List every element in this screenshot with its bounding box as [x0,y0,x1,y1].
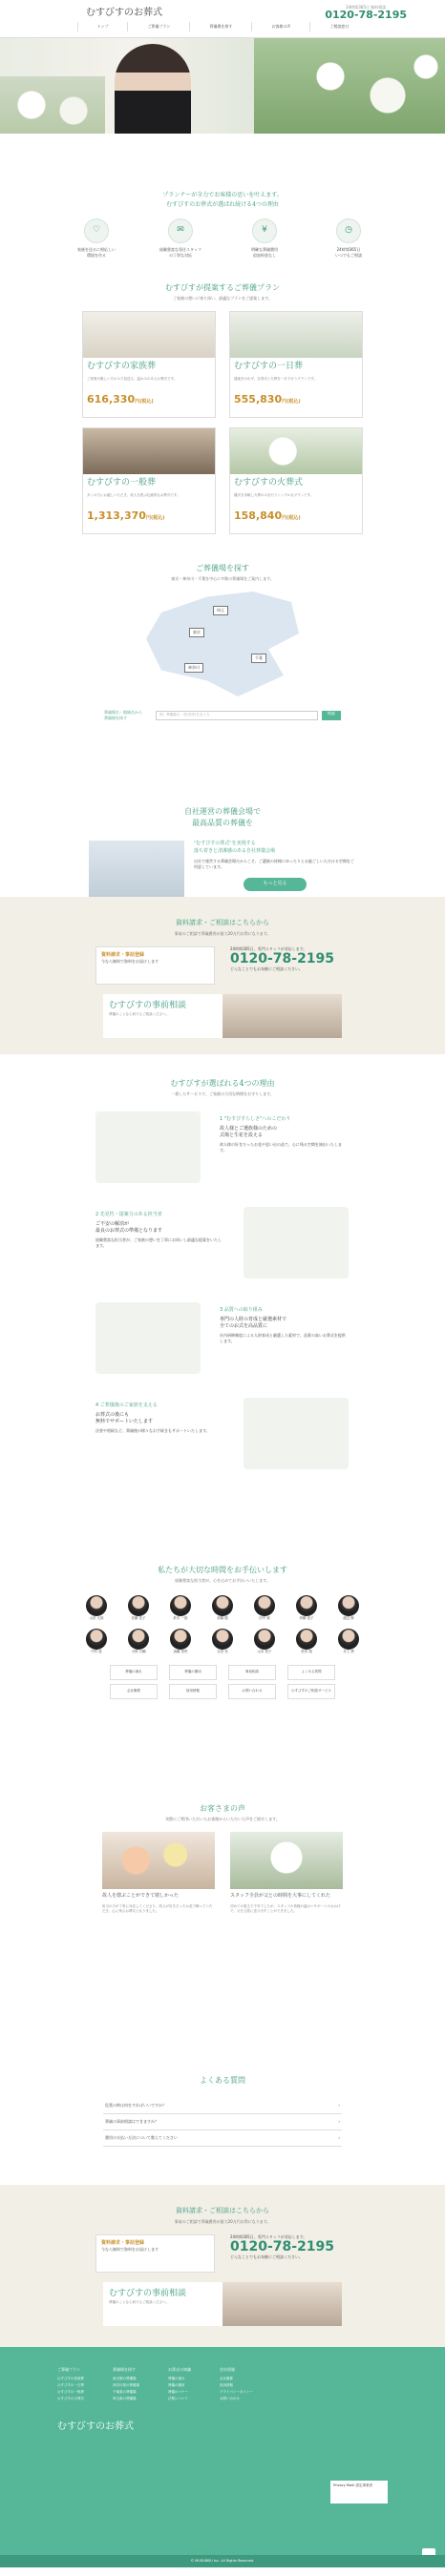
plan-card[interactable] [229,311,363,418]
footer-column-head: お葬式の知識 [168,2367,191,2372]
phone-number[interactable]: 0120-78-2195 [325,9,407,21]
reason-number: 1 "むすびすらしさ"へのこだわり [220,1116,291,1122]
faq-title: よくある質問 [200,2076,245,2085]
cta-heading: 資料請求・ご相談はこちらから [176,919,269,926]
search-button[interactable]: 検索 [322,711,341,720]
plan-card[interactable] [82,427,216,534]
heart-icon: ♡ [84,218,109,243]
staff-name: 松本 翔 [301,1650,312,1654]
reason-head: 故人様とご遺族様のための 式場と生花を設える [220,1125,278,1138]
plan-name: むすびすの一般葬 [87,478,157,488]
reasons-section [0,1054,445,1546]
avatar [86,1629,107,1650]
voice-body: 担当の方が丁寧に対応してくださり、故人が好きだったお花で飾っていただき、心に残るお葬式となりました。 [102,1903,213,1913]
plan-image [83,312,215,358]
request-docs-note: 今なら無料で資料をお届けします [101,959,159,964]
nav-item[interactable]: ご葬儀プラン [127,22,189,31]
consult-title: むすびすの事前相談 [109,1000,187,1010]
staff-link[interactable]: 採用情報 [169,1684,217,1699]
staff-name: 中村 恵 [91,1650,102,1654]
cta-sub: 事前のご相談で葬儀費用が最大20万円お得になります。 [174,930,271,936]
flowers-left [0,76,105,134]
cta-tel-number[interactable]: 0120-78-2195 [230,2238,335,2254]
feature-label: 明確な葬儀費用 追加料金なし [251,247,278,259]
feature-label: 家族を送るに相応しい 環境を作る [77,247,116,259]
staff-name: 高橋 健 [217,1616,228,1620]
footer-column-head: 会社情報 [220,2367,235,2372]
reason-head: ご不安の解消が 最良のお葬式の準備となります [95,1220,163,1234]
reasons-sub: 一貫したサービスで、ご家族の大切な時間をお守りします。 [171,1091,274,1096]
map-pin[interactable]: 神奈川 [184,663,203,673]
staff-link[interactable]: お問い合わせ [228,1684,276,1699]
request-docs-title: 資料請求・事前登録 [101,2239,145,2246]
staff-name: 小林 大輔 [131,1650,146,1654]
yen-icon: ¥ [252,218,277,243]
footer-link[interactable]: むすびすの一日葬 [57,2383,84,2387]
voice-sub: 実際にご利用いただいたお客様からいただいた声をご紹介します。 [165,1817,280,1821]
voice-card[interactable] [102,1832,215,1971]
avatar [212,1629,233,1650]
staff-section [0,1546,445,1751]
voice-image [102,1832,215,1889]
plan-desc: 通夜を行わず、告別式と火葬を一日で行うプランです。 [234,376,317,381]
voice-body: 初めての喪主で不安でしたが、スタッフの皆様の温かいサポートのおかげで、父を立派に送り出すことができました。 [230,1903,341,1913]
voice-card[interactable] [230,1832,343,1971]
staff-member [210,1629,235,1654]
plan-name: むすびすの一日葬 [234,362,304,371]
reason-number: 3 品質への取り組み [220,1307,263,1313]
avatar [212,1595,233,1616]
plan-desc: 儀式を省略し火葬のみを行うシンプルなプランです。 [234,492,314,497]
faq-item[interactable] [103,2098,342,2114]
search-input[interactable]: 例）葬儀場名・市区町村名を入力 [156,711,318,720]
footer-link[interactable]: むすびすの一般葬 [57,2390,84,2394]
consult-banner[interactable] [103,2282,342,2326]
price-unit: 円(税込) [135,398,154,405]
staff-name: 山田 太郎 [89,1616,104,1620]
nav-item[interactable]: 葬儀場を探す [189,22,251,31]
plans-section [0,248,445,549]
faq-question: 葬儀の事前相談はできますか？ [105,2119,159,2124]
staff-name: 鈴木 一郎 [173,1616,188,1620]
cta-tel-sub: どんなことでもお気軽にご相談ください。 [230,2254,303,2259]
map-section [0,549,445,773]
facility-more-button[interactable]: もっと見る [244,878,306,891]
flowers-right [254,38,445,134]
plan-image [83,428,215,474]
avatar [296,1595,317,1616]
footer-link[interactable]: 千葉県の葬儀場 [113,2390,137,2394]
avatar [338,1595,359,1616]
cta-tel-number[interactable]: 0120-78-2195 [230,950,335,966]
consult-title: むすびすの事前相談 [109,2288,187,2298]
plan-image [230,312,362,358]
footer-logo[interactable]: むすびすのお葬式 [57,2421,134,2432]
plan-image [230,428,362,474]
staff-member [84,1629,109,1654]
staff-member [126,1629,151,1654]
global-nav [0,22,445,31]
avatar [296,1629,317,1650]
staff-member [252,1629,277,1654]
chevron-right-icon: › [338,2119,340,2124]
copyright: © MUSUBISU Inc. All Rights Reserved. [0,2555,445,2567]
nav-item[interactable]: お客様の声 [251,22,309,31]
footer-link[interactable]: 神奈川県の葬儀場 [113,2383,139,2387]
plans-sub: ご家族の想いに寄り添い、最適なプランをご提案します。 [173,296,272,301]
consult-photo [222,994,342,1038]
nav-item[interactable]: ご相談窓口 [309,22,368,31]
avatar [86,1595,107,1616]
hero-image [0,38,445,134]
consult-sub: 葬儀のことなら何でもご相談ください。 [109,2300,169,2304]
footer-column-head: ご葬儀プラン [57,2367,80,2372]
cta-heading: 資料請求・ご相談はこちらから [176,2207,269,2214]
staff-member [168,1629,193,1654]
staff-link[interactable]: 葬儀の流れ [110,1665,158,1680]
request-docs-button[interactable] [95,946,215,985]
intro-lead-1: プランナーが全力でお客様の思いを叶えます。 [162,192,283,198]
footer-column-head: 葬儀場を探す [113,2367,136,2372]
request-docs-button[interactable] [95,2234,215,2273]
voice-head: 故人を偲ぶことができて嬉しかった [102,1893,180,1899]
footer-link[interactable]: 葬儀の費用 [168,2383,185,2387]
price-unit: 円(税込) [282,514,301,521]
cta-section [0,2185,445,2347]
reason-item [0,1298,445,1383]
faq-item[interactable] [103,2114,342,2130]
plan-name: むすびすの家族葬 [87,362,157,371]
facility-body: 自社で運営する葬儀会場だからこそ、ご遺族の皆様にゆったりとお過ごしいただける空間をご用意しています。 [194,859,354,869]
plans-title: むすびすが提案するご葬儀プラン [165,283,280,292]
facility-title-2: 最高品質の葬儀を [192,819,253,827]
price-unit: 円(税込) [145,514,165,521]
chevron-right-icon: › [338,2103,340,2108]
plan-desc: ご家族や親しい方のみで見送る、温かみのあるお葬式です。 [87,376,178,381]
footer-link[interactable]: 法要について [168,2397,188,2400]
staff-link[interactable]: 葬儀の費用 [169,1665,217,1680]
staff-member [252,1595,277,1621]
staff-name: 佐藤 花子 [131,1616,146,1620]
staff-name: 加藤 美咲 [173,1650,188,1654]
footer-column [168,2366,191,2402]
staff-member [210,1595,235,1621]
cta-phone[interactable] [230,946,350,985]
chat-icon: ✉ [168,218,193,243]
map-sub: 東京・神奈川・千葉を中心に多数の葬儀場をご案内します。 [171,576,274,581]
staff-member [126,1595,151,1621]
reason-item [0,1107,445,1193]
cta-tel-note: 24時間365日、専門スタッフが対応します。 [230,945,307,951]
phone-note: 24時間365日 無料相談 [346,5,387,10]
footer-link[interactable]: むすびすの家族葬 [57,2377,84,2380]
reason-item [0,1202,445,1288]
reason-body: 社内研修制度による人財育成と厳選した素材で、品質の高いお葬式を提供します。 [220,1332,346,1343]
footer-link[interactable]: むすびすの火葬式 [57,2397,84,2400]
map-title: ご葬儀場を探す [196,564,249,572]
reason-number: 4 ご葬儀後のご家族を支える [95,1402,158,1408]
request-docs-note: 今なら無料で資料をお届けします [101,2247,159,2252]
avatar [254,1595,275,1616]
price-value: 1,313,370 [87,509,146,522]
consult-sub: 葬儀のことなら何でもご相談ください。 [109,1012,169,1016]
reason-item [0,1393,445,1479]
staff-link[interactable]: むすびすのご相談サービス [287,1684,335,1699]
footer-link[interactable]: 埼玉県の葬儀場 [113,2397,137,2400]
area-map[interactable] [146,592,299,696]
avatar [128,1595,149,1616]
staff-name: 田中 誠 [259,1616,270,1620]
voice-title: お客さまの声 [200,1804,245,1813]
footer-link[interactable]: 葬儀のマナー [168,2390,188,2394]
cta-tel-note: 24時間365日、専門スタッフが対応します。 [230,2233,307,2239]
staff-member [168,1595,193,1621]
facility-heading: "むすびすの葬式"を実現する 落ち着きと清潔感のある自社葬儀会場 [194,841,276,854]
voice-image [230,1832,343,1889]
footer-link[interactable]: お問い合わせ [220,2397,240,2400]
staff-member [294,1629,319,1654]
voice-section [0,1751,445,2056]
staff-member [336,1595,361,1621]
consult-banner[interactable] [103,994,342,1038]
reason-image [244,1207,349,1278]
reason-head: お葬式の後にも 無料でサポートいたします [95,1411,154,1424]
cta-tel-sub: どんなことでもお気軽にご相談ください。 [230,966,303,971]
price-unit: 円(税込) [282,398,301,405]
price-value: 158,840 [234,509,283,522]
site-logo[interactable]: むすびすのお葬式 [86,8,162,18]
header-phone[interactable] [325,6,407,20]
faq-section [0,2056,445,2185]
plan-card[interactable] [82,311,216,418]
staff-name: 井上 勇 [343,1650,354,1654]
reason-body: 故人様の好きだったお花や思い出の品で、心に残る空間を演出いたします。 [220,1141,342,1153]
cta-phone[interactable] [230,2234,350,2273]
avatar [338,1629,359,1650]
avatar [170,1595,191,1616]
intro-section [0,134,445,259]
staff-name: 吉田 亮 [217,1650,228,1654]
consult-photo [222,2282,342,2326]
staff-member [84,1595,109,1621]
site-header [0,0,445,38]
footer-link[interactable]: 東京都の葬儀場 [113,2377,137,2380]
staff-title: 私たちが大切な時間をお手伝いします [158,1566,287,1574]
plan-card[interactable] [229,427,363,534]
nav-item[interactable]: トップ [77,22,128,31]
reason-image [95,1302,201,1374]
price-value: 555,830 [234,392,283,405]
reasons-title: むすびすが選ばれる4つの理由 [170,1079,275,1088]
faq-question: 危篤の時は何をすればいいですか？ [105,2103,166,2108]
cta-section [0,897,445,1054]
staff-member [336,1629,361,1654]
voice-head: スタッフ全員が父との時間を大事にしてくれた [230,1893,331,1899]
footer-column [220,2366,253,2402]
reason-image [244,1398,349,1469]
reason-body: 法要や相続など、葬儀後の様々なお手続きもサポートいたします。 [95,1427,210,1433]
footer-column [57,2366,84,2402]
request-docs-title: 資料請求・事前登録 [101,951,145,958]
clock-icon: ◷ [336,218,361,243]
price-value: 616,330 [87,392,136,405]
reason-body: 経験豊富な担当者が、ご家族の想いを丁寧にお伺いし最適な提案をいたします。 [95,1236,222,1248]
staff-grid [0,1595,445,1655]
map-pin[interactable]: 千葉 [251,654,266,663]
reason-head: 専門の人財の育成と厳選素材で 全てのお式を高品質に [220,1316,287,1329]
footer-link[interactable]: 会社概要 [220,2377,233,2380]
reason-number: 2 先見性・提案力のある担当者 [95,1212,162,1217]
footer-column [113,2366,139,2402]
staff-link[interactable]: 事前相談 [228,1665,276,1680]
avatar [128,1629,149,1650]
chevron-right-icon: › [338,2135,340,2140]
search-label: 葬儀場名・地域名から 葬儀場を探す [104,710,142,720]
site-footer [0,2347,445,2567]
intro-lead-2: むすびすのお葬式が選ばれ続ける4つの理由 [166,200,279,208]
map-pin[interactable]: 東京 [189,628,204,637]
faq-item[interactable] [103,2130,342,2147]
footer-link[interactable]: 葬儀の流れ [168,2377,185,2380]
plan-price [83,390,215,410]
feature-label: 24時間365日 いつでもご相談 [335,247,362,259]
staff-member [294,1595,319,1621]
facility-section [0,773,445,897]
staff-link[interactable]: 会社概要 [110,1684,158,1699]
footer-link[interactable]: 採用情報 [220,2383,233,2387]
privacy-badge: Privacy Mark 認定事業者 [330,2481,388,2503]
plan-desc: 多くの方にお越しいただき、故人を偲ぶ伝統的なお葬式です。 [87,492,180,497]
staff-name: 渡辺 修 [343,1616,354,1620]
plan-price [230,390,362,410]
footer-columns [57,2366,388,2402]
cta-sub: 事前のご相談で葬儀費用が最大20万円お得になります。 [174,2218,271,2224]
avatar [170,1629,191,1650]
footer-link[interactable]: プライバシーポリシー [220,2390,253,2394]
staff-links [0,1665,445,1699]
staff-name: 伊藤 直子 [299,1616,314,1620]
plan-price [83,507,215,527]
faq-question: 費用の支払い方法について教えてください [105,2135,178,2140]
search-row [0,710,445,721]
facility-title-1: 自社運営の葬儀会場で [184,807,261,816]
feature-label: 経験豊富な専任スタッフ の丁寧な対応 [159,247,201,259]
staff-link[interactable]: よくある質問 [287,1665,335,1680]
reason-image [95,1111,201,1183]
staff-name: 山本 智子 [257,1650,272,1654]
map-pin[interactable]: 埼玉 [213,606,228,615]
avatar [254,1629,275,1650]
plan-price [230,507,362,527]
hero-person [115,44,191,134]
plan-name: むすびすの火葬式 [234,478,304,488]
staff-sub: 経験豊富な担当者が、心を込めてお手伝いいたします。 [175,1578,270,1583]
